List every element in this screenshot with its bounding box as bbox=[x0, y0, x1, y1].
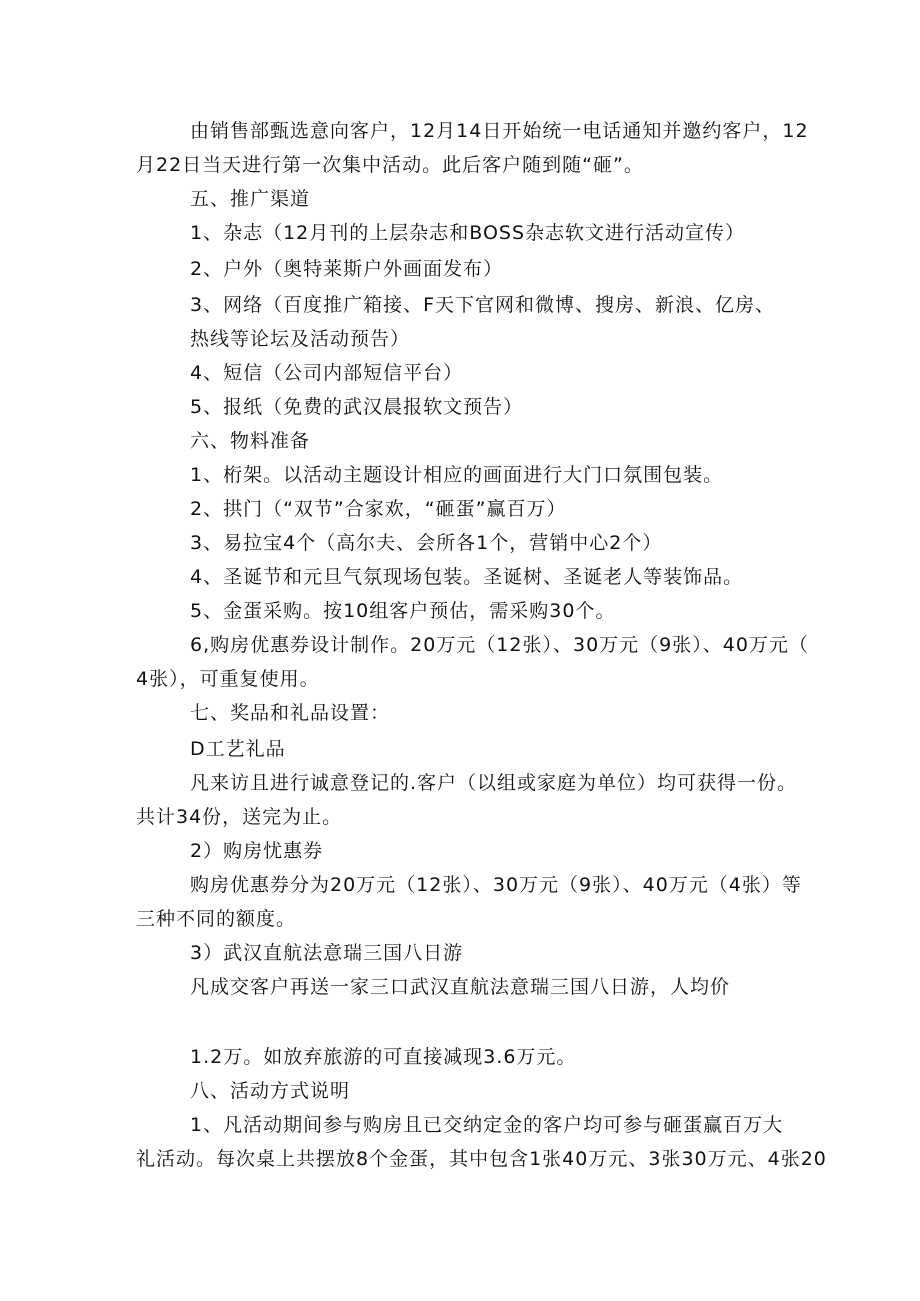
list-item: 3、网络（百度推广箱接、F天下官网和微博、搜房、新浪、亿房、 bbox=[190, 294, 776, 316]
paragraph-line: 由销售部甄选意向客户，12月14日开始统一电话通知并邀约客户，12 bbox=[190, 120, 809, 142]
paragraph-line: 礼活动。每次桌上共摆放8个金蛋，其中包含1张40万元、3张30万元、4张20 bbox=[136, 1148, 827, 1170]
paragraph-line: 凡成交客户再送一家三口武汉直航法意瑞三国八日游，人均价 bbox=[190, 976, 731, 998]
list-item: 3、易拉宝4个（高尔夫、会所各1个，营销中心2个） bbox=[190, 532, 663, 554]
section-heading: 六、物料准备 bbox=[190, 430, 311, 452]
section-heading: 五、推广渠道 bbox=[190, 188, 311, 210]
paragraph-line: 1.2万。如放弃旅游的可直接减现3.6万元。 bbox=[190, 1046, 577, 1068]
list-item: 5、报纸（免费的武汉晨报软文预告） bbox=[190, 396, 524, 418]
list-item-continuation: 热线等论坛及活动预告） bbox=[190, 328, 411, 350]
paragraph-line: 凡来访且进行诚意登记的.客户（以组或家庭为单位）均可获得一份。 bbox=[190, 772, 798, 794]
list-item: 6,购房优惠券设计制作。20万元（12张）、30万元（9张）、40万元（ bbox=[190, 634, 809, 656]
paragraph-line: 购房优惠券分为20万元（12张）、30万元（9张）、40万元（4张）等 bbox=[190, 874, 802, 896]
section-heading: 七、奖品和礼品设置： bbox=[190, 702, 391, 724]
paragraph-line: 共计34份，送完为止。 bbox=[136, 806, 343, 828]
sub-heading: 3）武汉直航法意瑞三国八日游 bbox=[190, 942, 464, 964]
list-item-continuation: 4张），可重复使用。 bbox=[136, 668, 320, 690]
list-item: 4、短信（公司内部短信平台） bbox=[190, 362, 464, 384]
paragraph-line: 月22日当天进行第一次集中活动。此后客户随到随“砸”。 bbox=[136, 154, 644, 176]
list-item: 1、杂志（12月刊的上层杂志和BOSS杂志软文进行活动宣传） bbox=[190, 222, 746, 244]
list-item: 4、圣诞节和元旦气氛现场包装。圣诞树、圣诞老人等装饰品。 bbox=[190, 566, 744, 588]
list-item: 2、户外（奥特莱斯户外画面发布） bbox=[190, 258, 504, 280]
paragraph-line: 三种不同的额度。 bbox=[136, 908, 297, 930]
sub-heading: D工艺礼品 bbox=[190, 738, 286, 760]
list-item: 2、拱门（“双节”合家欢，“砸蛋”赢百万） bbox=[190, 498, 567, 520]
list-item: 1、桁架。以活动主题设计相应的画面进行大门口氛围包装。 bbox=[190, 464, 724, 486]
paragraph-line: 1、凡活动期间参与购房且已交纳定金的客户均可参与砸蛋赢百万大 bbox=[190, 1114, 784, 1136]
list-item: 5、金蛋采购。按10组客户预估，需采购30个。 bbox=[190, 600, 616, 622]
section-heading: 八、活动方式说明 bbox=[190, 1080, 351, 1102]
sub-heading: 2）购房忧惠券 bbox=[190, 840, 324, 862]
